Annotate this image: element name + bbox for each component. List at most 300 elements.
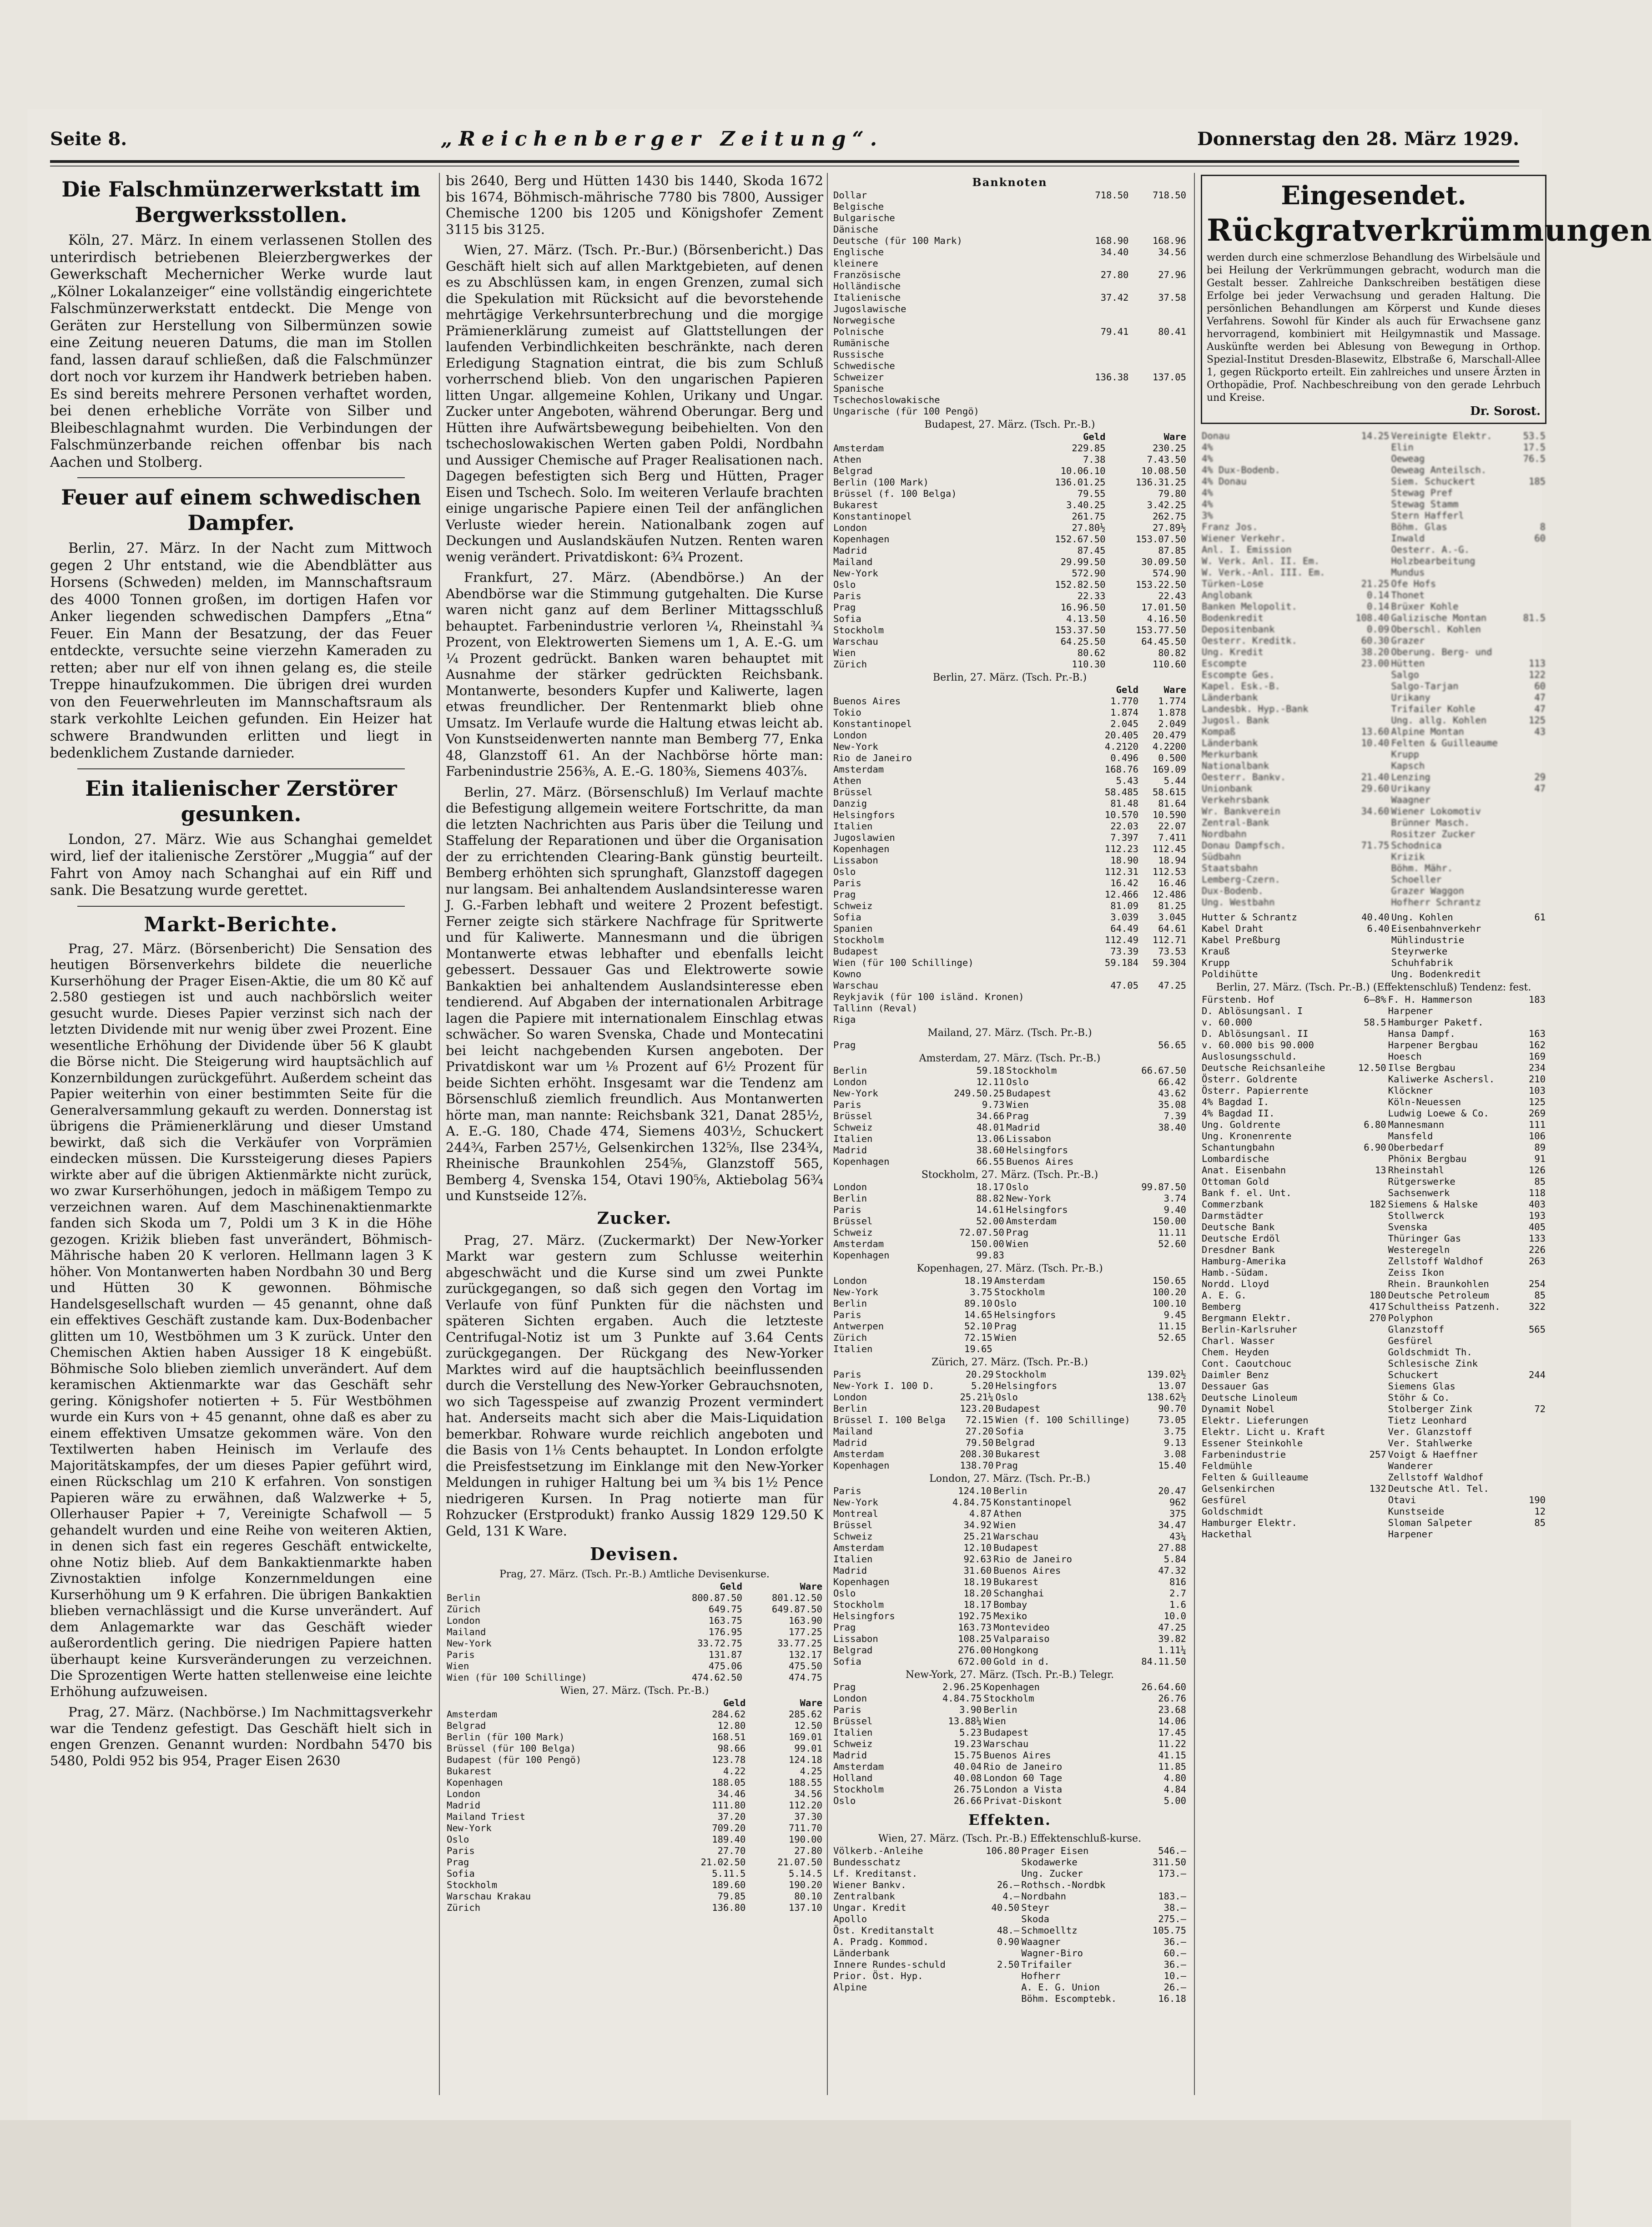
column-3 — [832, 173, 1187, 2095]
row-value: 18.19 — [964, 1275, 992, 1286]
row-label: Athen — [993, 1508, 1022, 1519]
table-row — [446, 1709, 823, 1720]
table-row — [832, 659, 1187, 670]
row-value: 112.49 — [1104, 934, 1138, 945]
row-label: Spanien — [833, 923, 873, 934]
row-value: 22.33 — [1077, 591, 1106, 601]
row-value — [1518, 465, 1546, 476]
table-row — [832, 201, 1187, 212]
table-row — [832, 1773, 1187, 1784]
row-label: Prag — [833, 1682, 856, 1692]
row-label: Warschau — [993, 1531, 1038, 1542]
row-value — [1139, 1003, 1187, 1014]
table-row — [1201, 957, 1546, 969]
row-label: New-York I. 100 D. — [833, 1380, 935, 1391]
row-label: Rositzer Zucker — [1391, 828, 1476, 839]
table-row — [1201, 912, 1546, 923]
row-value: 176.95 — [708, 1626, 742, 1637]
row-value: 56.65 — [1158, 1040, 1186, 1050]
row-label: Paris — [833, 878, 861, 889]
row-value: 417 — [1369, 1301, 1386, 1312]
row-value: 2.045 — [1110, 718, 1138, 729]
row-value: 6.40 — [1367, 923, 1390, 934]
row-value — [1527, 969, 1546, 980]
row-value: 153.77.50 — [1135, 625, 1186, 636]
article-body: London, 27. März. Wie aus Schanghai gemeldet wird, lief der italienische Zerstörer „Muggia“ auf der Fahrt von Amoy nach Schanghai auf ein Riff und sank. Die Besatzung wurde gerettet. — [50, 831, 432, 899]
table-row — [832, 1321, 1187, 1332]
row-value: 5.44 — [1163, 775, 1186, 786]
row-value: 27.80½ — [1072, 522, 1106, 533]
row-value: 122 — [1528, 669, 1546, 680]
row-label — [832, 1993, 976, 2005]
table-row — [1201, 760, 1546, 772]
row-label: Dollar — [833, 190, 867, 201]
row-label: Kopenhagen — [983, 1682, 1040, 1692]
row-label: Lf. Kreditanst. — [833, 1868, 918, 1879]
table-row — [446, 1777, 823, 1788]
row-value: 19.65 — [964, 1343, 992, 1354]
row-value: 257 — [1369, 1449, 1386, 1460]
row-label: Österr. Goldrente — [1202, 1074, 1297, 1085]
row-label: Elektr. Licht u. Kraft — [1202, 1426, 1325, 1437]
row-value: 27.96 — [1158, 269, 1186, 280]
table-heading: Prag, 27. März. (Tsch. Pr.-B.) Amtliche Devisenkurse. — [499, 1569, 770, 1580]
table-row — [832, 1182, 1187, 1193]
row-label: Nordbahn — [1021, 1891, 1066, 1902]
row-value — [1348, 669, 1390, 681]
row-label: Spanische — [833, 383, 884, 394]
table-row — [1201, 946, 1546, 957]
row-label: Salgo — [1391, 669, 1420, 680]
table-row — [832, 1040, 1187, 1051]
row-value: 12.11 — [976, 1076, 1005, 1087]
row-label: Stollwerck — [1388, 1210, 1445, 1221]
row-label: Skodawerke — [1021, 1857, 1078, 1868]
row-value — [1139, 969, 1187, 980]
row-value: 79.41 — [1100, 326, 1129, 337]
row-value — [1114, 1133, 1187, 1145]
row-value: 39.82 — [1158, 1633, 1186, 1644]
row-value: 285.62 — [788, 1709, 822, 1720]
row-value: 16.96.50 — [1060, 602, 1106, 613]
table-row — [1201, 1426, 1546, 1438]
table-row — [832, 923, 1187, 934]
row-value — [1139, 991, 1187, 1003]
row-label: Rio de Janeiro — [833, 752, 912, 763]
row-label: Paris — [833, 1485, 861, 1496]
row-label: Zentralbank — [833, 1891, 895, 1902]
row-label: Buenos Aires — [833, 696, 901, 707]
row-value — [1351, 1415, 1387, 1426]
row-value — [1351, 1176, 1387, 1187]
table-heading: Berlin, 27. März. (Tsch. Pr.-B.) — [932, 672, 1087, 683]
table-row — [832, 303, 1187, 315]
table-row — [1201, 1506, 1546, 1517]
row-value: 98.66 — [717, 1743, 746, 1754]
row-value: 79.80 — [1158, 488, 1186, 499]
row-label: Hutter & Schrantz — [1202, 912, 1297, 923]
row-value: 66.42 — [1158, 1076, 1186, 1087]
column-header: Ware — [1163, 431, 1186, 442]
row-label: Oberung. Berg- und — [1391, 646, 1492, 657]
table-row — [832, 545, 1187, 556]
article-body: Prag, 27. März. (Börsenbericht) Die Sensation des heutigen Börsenverkehrs bildete die neuerliche Kurserhöhung der Prager Eisen-Aktie, die um 80 Kč auf 2.580 gestiegen ist und auch nachbörslich weiter gesucht wurde. Dieses Papier verzinst sich nach der letzten Dividende mit nur wenig über zwei Prozent. Eine wesentliche Erhöhung der Dividende über 56 K glaubt die Börse nicht. Die Steigerung wird hauptsächlich auf Konzernbildungen zurückgeführt. Außerdem scheint das Papier weiterhin von einer bestimmten Seite für die Generalversammlung gekauft zu werden. Donnerstag ist übrigens die Prämienerklärung und dieser Umstand bewirkt, daß sich die Verkäufer von Vorprämien eindecken müssen. Die Kurssteigerung dieses Papiers wirkte aber auf die übrigen Aktienmärkte nicht zurück, wo zwar Kurserhöhungen, jedoch in mäßigem Tempo zu verzeichnen waren. Auf dem Maschinenaktienmarkte fanden sich Skoda um 7, Poldi um 3 K in die Höhe gezogen. Kriżik blieben fast unverändert, Böhmisch-Mährische haben 20 K verloren. Hellmann lagen 3 K höher. Von Montanwerten haben Nordbahn 30 und Berg und Hütten 30 K gewonnen. Böhmische Handelsgesellschaft wurden — 45 genannt, ohne daß ein effektives Geschäft zustande kam. Dux-Bodenbacher glitten um 10, Westböhmen um 3 K zurück. Unter den Chemischen Aktien haben Aussiger 18 K eingebüßt. Böhmische Solo blieben ziemlich unverändert. Auf dem keramischen Aktienmarkte war das Geschäft sehr gering. Königshofer notierten + 5. Für Westböhmen wurde ein Kurs von + 45 genannt, ohne daß es aber zu einem effektiven Umsatze gekommen wäre. Von den Textilwerten haben Heinisch im Verlaufe des Majoritätskampfes, der um dieses Papier geführt wird, einen Rückschlag um 210 K erfahren. Von sonstigen Papieren wäre zu erwähnen, daß Walzwerke + 5, Ollerhauser Papier + 7, Vereinigte Schafwoll — 5 gehandelt wurden und eine Reihe von weiteren Aktien, in denen sich fast ein regeres Geschäft entwickelte, ohne Notiz blieb. Auf dem Bankaktienmarkte haben Zivnostaktien infolge Konzernmeldungen eine Kurserhöhung um 9 K erfahren. Die übrigen Bankaktien blieben vernachlässigt und die Kurse unverändert. Auf dem Anlagemarkte war das Geschäft wieder außerordentlich gering. Die niedrigen Papiere hatten überhaupt keine Kursveränderungen zu verzeichnen. Die Sprozentigen Werte hatten stellenweise eine leichte Erhöhung aufzuweisen. — [50, 940, 432, 1699]
row-label: Athen — [833, 775, 861, 786]
row-label: Lissabon — [833, 855, 878, 866]
row-value: 18.94 — [1158, 855, 1186, 866]
table-row — [832, 1761, 1187, 1773]
row-value: 168.76 — [1104, 764, 1138, 775]
budapest-table — [832, 431, 1187, 670]
row-label: Berlin-Karlsruher — [1202, 1324, 1297, 1335]
table-row — [832, 372, 1187, 383]
row-label: Sofia — [833, 1656, 861, 1667]
row-value: 26.— — [1163, 1982, 1186, 1993]
row-label: Grazer — [1391, 635, 1425, 646]
row-value: 41.15 — [1158, 1750, 1186, 1761]
column-header: Ware — [1163, 684, 1186, 695]
row-value: 27.88 — [1158, 1542, 1186, 1553]
article-body: Prag, 27. März. (Zuckermarkt) Der New-Yorker Markt war gestern zum Schlusse weiterhin abgeschwächt und die Kurse sind um zwei Punkte zurückgegangen, so daß sich gegen den Vortag im Verlaufe von fünf Punkten für die nächsten und späteren Sichten ergaben. Auch die letzteste Centrifugal-Notiz ist um 3 Punkte auf 3.64 Cents zurückgegangen. Der Rückgang des New-Yorker Marktes wird auf die hauptsächlich beeinflussenden durch die Verstellung des New-Yorker Gebrauchsnoten, wo sich Tagesspeise auf zwanzig Prozent vermindert hat. Anderseits macht sich aber die Mais-Liquidation bemerkbar. Rohware wurde reichlich angeboten und die Basis von 1⅛ Cents behauptet. In London erfolgte die Preisfestsetzung im Einklange mit den New-Yorker Meldungen in ruhiger Haltung bei um ¾ bis 1½ Pence niedrigeren Kursen. In Prag notierte man für Rohzucker (Erstprodukt) franko Aussig 1829 129.50 K Geld, 131 K Ware. — [446, 1232, 823, 1539]
row-value: 13.07 — [1158, 1380, 1186, 1391]
row-value: 81.48 — [1110, 798, 1138, 809]
ad-text: werden durch eine schmerzlose Behandlung des Wirbelsäule und bei Heilung der Verkrümmungen gebracht, wodurch man die Gestalt besser. Zahlreiche Dankschreiben bestätigen diese Erfolge bei jeder Verwachsung und geraden Haltung. Die persönlichen Behandlungen am Körperst und Kunde dieses Verfahrens. Sowohl für Kinder als auch für Erwachsene ganz hervorragend, kombiniert mit Heilgymnastik und Massage. Auskünfte werden bei Ablesung von Bewegung in Orthop. Spezial-Institut Dresden-Blasewitz, Elbstraße 6, Marschall-Allee 1, gegen Rückporto erteilt. Ein zahlreiches und unsere Ärzten in Orthopädie, Prof. Nachbeschreibung von den gerade Lehrbuch und Kreise. — [1207, 252, 1541, 404]
row-value: 22.43 — [1158, 591, 1186, 601]
row-value: 47 — [1534, 783, 1546, 794]
row-label: Anglobank — [1202, 590, 1253, 601]
row-value: 11.15 — [1158, 1321, 1186, 1332]
table-row — [1201, 1483, 1546, 1495]
row-value: 375 — [1169, 1508, 1186, 1519]
row-label: Ungar. Kredit — [833, 1902, 907, 1913]
row-label: New-York — [447, 1638, 492, 1649]
row-label: Franz Jos. — [1202, 521, 1258, 532]
row-value: 270 — [1369, 1313, 1386, 1323]
row-value: 9.73 — [982, 1099, 1005, 1110]
table-row — [832, 534, 1187, 545]
table-row — [1201, 726, 1546, 737]
row-label: Dessauer Gas — [1202, 1381, 1269, 1392]
row-value — [1518, 817, 1546, 828]
row-value: 125 — [1528, 1096, 1546, 1107]
row-value: 163 — [1528, 1028, 1546, 1039]
row-value: 26.64.60 — [1141, 1682, 1186, 1692]
row-label: Schuckert — [1388, 1369, 1439, 1380]
table-row — [1201, 1187, 1546, 1199]
row-label: Kopenhagen — [833, 534, 890, 545]
row-label: Gesfürel — [1388, 1335, 1433, 1346]
row-value: 188.55 — [788, 1777, 822, 1788]
row-value: 34.60 — [1361, 806, 1390, 817]
row-value — [1518, 806, 1546, 817]
row-label: Athen — [833, 454, 861, 465]
row-label: Krupp — [1202, 957, 1230, 968]
table-row — [832, 1868, 1187, 1879]
row-label: Oeweag — [1391, 453, 1425, 464]
table-row — [832, 1633, 1187, 1645]
row-value: 16.18 — [1158, 1993, 1186, 2004]
table-row — [446, 1811, 823, 1823]
row-value: 800.87.50 — [691, 1592, 742, 1603]
row-value: 13.60 — [1361, 726, 1390, 737]
row-value: 81.5 — [1523, 612, 1546, 623]
row-value: 4.25 — [800, 1766, 822, 1777]
row-label: Holzbearbeitung — [1391, 555, 1476, 566]
table-row — [832, 212, 1187, 224]
stock-table — [1201, 912, 1546, 980]
row-label: Dänische — [833, 224, 878, 235]
row-label: Amsterdam — [1006, 1216, 1057, 1227]
table-row — [1201, 783, 1546, 794]
row-label: Ung. Bodenkredit — [1391, 969, 1481, 980]
row-value: 137.05 — [1152, 372, 1186, 383]
row-value — [1092, 1014, 1139, 1025]
table-row — [1201, 1074, 1546, 1085]
table-row — [1201, 1529, 1546, 1540]
table-row — [1201, 1017, 1546, 1028]
row-label: Innere Rundes-schuld — [833, 1959, 946, 1970]
row-label: Glanzstoff — [1388, 1324, 1445, 1335]
row-value: 3.039 — [1110, 912, 1138, 923]
row-label: Skoda — [1021, 1914, 1049, 1924]
table-row — [1201, 749, 1546, 760]
row-value: 23.00 — [1361, 658, 1390, 669]
row-value: 5.14.5 — [788, 1868, 822, 1879]
row-label: Oslo — [447, 1834, 469, 1845]
ad-label: Eingesendet. — [1281, 181, 1466, 211]
table-row — [832, 292, 1187, 303]
row-value: 33.72.75 — [697, 1638, 742, 1649]
row-label: Budapest (für 100 Pengö) — [447, 1754, 582, 1765]
article-body: Wien, 27. März. (Tsch. Pr.-Bur.) (Börsenbericht.) Das Geschäft hielt sich auf allen Marktgebieten, auf denen es zu Abschlüssen kam, in engen Grenzen, zumal sich die Spekulation mit Rücksicht auf die bevorstehende mehrtägige Verkehrsunterbrechung und die morgige Prämienerklärung zumeist auf Glattstellungen der laufenden Verbindlichkeiten beschränkte, nach deren Erledigung Stagnation eintrat, die bis zum Schluß vorherrschend blieb. Von den ungarischen Papieren litten Ungar. allgemeine Kohlen, Urikany und Ungar. Zucker unter Angeboten, während Oberungar. Berg und Hütten ihre Aufwärtsbewegung beibehielten. Von den tschechoslowakischen Werten gaben Poldi, Nordbahn und Aussiger Chemische auf Prager Realisationen nach. Dagegen befestigten sich Berg und Hütten, Prager Eisen und Tschech. Solo. Im weiteren Verlaufe brachten einige ungarische Papiere einen Teil der anfänglichen Verluste wieder herein. Nationalbank zogen auf Deckungen und Auslandskäufen Nutzen. Renten waren wenig verändert. Privatdiskont: 6¾ Prozent. — [446, 242, 823, 565]
row-value — [1348, 476, 1390, 487]
row-label: Essener Steinkohle — [1202, 1438, 1303, 1449]
row-label: Holländische — [833, 281, 901, 292]
row-label: Helsingfors — [994, 1309, 1056, 1320]
row-label: Budapest — [1006, 1088, 1052, 1099]
row-value: 112.45 — [1152, 843, 1186, 854]
row-value: 572.90 — [1072, 568, 1106, 579]
row-value: 72.15 — [965, 1414, 994, 1425]
row-label: Siemens & Halske — [1388, 1199, 1478, 1210]
row-value — [1527, 934, 1546, 946]
row-value — [1348, 510, 1390, 521]
row-value: 43 — [1534, 726, 1546, 737]
row-label: Wr. Bankverein — [1202, 806, 1280, 817]
row-label: Hütten — [1391, 658, 1425, 669]
column-header: Geld — [1083, 431, 1106, 442]
row-label: Kowno — [833, 969, 861, 980]
row-label: Mailand — [833, 1426, 873, 1437]
row-value: 113 — [1528, 658, 1546, 669]
row-label: Buenos Aires — [993, 1565, 1061, 1576]
table-row — [446, 1754, 823, 1766]
table-row — [1201, 715, 1546, 726]
table-row — [832, 752, 1187, 764]
row-label: Hamburger Elektr. — [1202, 1517, 1297, 1528]
row-value: 1.6 — [1169, 1599, 1186, 1610]
table-row — [1201, 1222, 1546, 1233]
row-value — [1351, 1381, 1387, 1392]
row-label: Ver. Glanzstoff — [1388, 1426, 1472, 1437]
table-row — [832, 1727, 1187, 1738]
row-value — [1129, 394, 1187, 406]
row-value — [1072, 394, 1130, 406]
row-value: 10.06.10 — [1060, 465, 1106, 476]
table-row — [1201, 1335, 1546, 1347]
table-row — [832, 1309, 1187, 1321]
row-label: Mühlindustrie — [1391, 934, 1465, 945]
table-row — [832, 900, 1187, 912]
table-row — [446, 1720, 823, 1732]
row-value — [1348, 555, 1390, 567]
table-row — [1201, 1278, 1546, 1290]
row-value — [1129, 406, 1187, 417]
row-label: Mailand — [447, 1626, 486, 1637]
row-value: 72 — [1534, 1404, 1546, 1414]
row-label: Elektr. Lieferungen — [1202, 1415, 1309, 1426]
row-value: 87.45 — [1077, 545, 1106, 556]
row-label: 4% — [1202, 499, 1213, 510]
row-value: 38.— — [1163, 1902, 1186, 1913]
row-label: Berlin — [983, 1704, 1017, 1715]
row-label: Auslosungsschuld. — [1202, 1051, 1297, 1062]
row-label: Siemens Glas — [1388, 1381, 1456, 1392]
row-label: Wien — [983, 1716, 1006, 1727]
row-label: Rio de Janeiro — [993, 1554, 1073, 1565]
row-value: 84.11.50 — [1141, 1656, 1186, 1667]
stockholm-table — [832, 1182, 1187, 1261]
row-value — [1351, 1040, 1387, 1051]
row-label: Amsterdam — [447, 1709, 498, 1720]
table-row — [832, 696, 1187, 707]
table-row — [832, 991, 1187, 1003]
table-row — [446, 1604, 823, 1615]
table-row — [1201, 934, 1546, 946]
table-row — [1201, 1051, 1546, 1062]
row-value: 58.615 — [1152, 787, 1186, 798]
row-value: 7.411 — [1158, 832, 1186, 843]
table-row — [1201, 1381, 1546, 1392]
row-label: A. Pradg. Kommod. — [833, 1936, 929, 1947]
row-label: Ung. allg. Kohlen — [1391, 715, 1487, 726]
row-value — [1118, 1343, 1187, 1355]
table-row — [1201, 510, 1546, 521]
row-value — [1129, 212, 1187, 224]
row-label: Länderbank — [1202, 737, 1258, 748]
row-value — [1524, 1483, 1546, 1495]
row-value: 10.590 — [1152, 809, 1186, 820]
table-row — [832, 1216, 1187, 1227]
row-label: Waagner — [1021, 1936, 1061, 1947]
row-label: London — [833, 1076, 867, 1087]
row-label: Amsterdam — [833, 764, 884, 775]
table-row — [832, 809, 1187, 821]
row-label: Madrid — [833, 545, 867, 556]
row-value: 85 — [1534, 1290, 1546, 1301]
row-value — [1524, 1381, 1546, 1392]
row-value: 261.75 — [1072, 511, 1106, 522]
row-label: Madrid — [833, 1437, 867, 1448]
table-row — [1201, 669, 1546, 681]
table-row — [1201, 1460, 1546, 1472]
row-value — [1518, 635, 1546, 646]
row-value: 72.15 — [964, 1332, 992, 1343]
table-row — [832, 1076, 1187, 1088]
table-row — [832, 1099, 1187, 1111]
table-row — [832, 855, 1187, 866]
ad-signature: Dr. Sorost. — [1470, 404, 1541, 418]
row-label: Italien — [833, 1343, 873, 1354]
row-label: Jugoslawien — [833, 832, 895, 843]
row-value — [1348, 681, 1390, 692]
table-row — [1201, 612, 1546, 624]
table-row — [832, 1693, 1187, 1704]
row-label: Kabel Draht — [1202, 923, 1264, 934]
row-label: Prag — [994, 1321, 1017, 1332]
row-label: Österr. Papierrente — [1202, 1085, 1309, 1096]
row-label: Konstantinopel — [833, 718, 912, 729]
row-value — [1348, 715, 1390, 726]
row-label: Gesfürel — [1202, 1495, 1247, 1505]
row-label: Budapest — [993, 1542, 1038, 1553]
row-label: London — [447, 1615, 481, 1626]
row-value: 52.10 — [964, 1321, 992, 1332]
row-value: 58.5 — [1364, 1017, 1386, 1028]
row-value — [1351, 1347, 1387, 1358]
row-value — [1351, 1153, 1387, 1165]
row-label: Polnische — [833, 326, 884, 337]
row-value: 35.08 — [1158, 1099, 1186, 1110]
table-heading: Amsterdam, 27. März. (Tsch. Pr.-B.) — [919, 1053, 1101, 1064]
row-value: 177.25 — [788, 1626, 822, 1637]
row-value: 10.— — [1163, 1970, 1186, 1981]
row-value: 47.25 — [1158, 1622, 1186, 1633]
table-row — [1201, 1415, 1546, 1426]
row-value — [1518, 828, 1546, 840]
row-value: 20.405 — [1104, 730, 1138, 741]
table-row — [1201, 1085, 1546, 1096]
row-label: Zürich — [833, 1332, 867, 1343]
row-value: 18.90 — [1110, 855, 1138, 866]
row-value — [1524, 1335, 1546, 1347]
row-label: Brüssel (f. 100 Belga) — [833, 488, 957, 499]
row-label: Antwerpen — [833, 1321, 884, 1332]
row-label: Mundus — [1391, 567, 1425, 578]
row-label: Schmoelltz — [1021, 1925, 1078, 1936]
row-label: Berlin — [447, 1592, 481, 1603]
table-row — [446, 1834, 823, 1845]
row-value: 13.06 — [976, 1133, 1005, 1144]
article-body: Köln, 27. März. In einem verlassenen Stollen des unterirdisch betriebenen Bleierzbergwerkes der Gewerkschaft Mechernicher Werke wurde laut „Kölner Lokalanzeiger“ eine vollständig eingerichtete Falschmünzerwerkstatt entdeckt. Die Menge von Geräten zur Herstellung von Silbermünzen sowie eine Zeitung neueren Datums, die man im Stollen fand, lassen darauf schließen, daß die Falschmünzer dort noch vor kurzem ihr Handwerk betrieben haben. Es sind bereits mehrere Personen verhaftet worden, bei denen erhebliche Vorräte von Silber und Bleibeschlagnahmt wurden. Die Verbindungen der Falschmünzerbande reichen offenbar bis nach Aachen und Stolberg. — [50, 232, 432, 470]
row-value — [1348, 863, 1390, 874]
row-value: 38.40 — [1158, 1122, 1186, 1133]
row-label: Wien (f. 100 Schillinge) — [995, 1414, 1130, 1425]
row-value — [1351, 1028, 1387, 1040]
row-label: Lombardische — [1202, 1153, 1269, 1164]
row-value: 37.42 — [1100, 292, 1129, 303]
table-row — [832, 1227, 1187, 1238]
devisen-table — [446, 1581, 823, 1683]
row-value: 136.31.25 — [1135, 477, 1186, 488]
row-value — [1129, 383, 1187, 394]
table-row — [832, 878, 1187, 889]
row-value — [1110, 1250, 1187, 1261]
row-label: Amsterdam — [833, 1542, 884, 1553]
table-row — [1201, 499, 1546, 510]
row-label: Deutsche Petroleum — [1388, 1290, 1489, 1301]
row-label: Berlin — [833, 1193, 867, 1204]
